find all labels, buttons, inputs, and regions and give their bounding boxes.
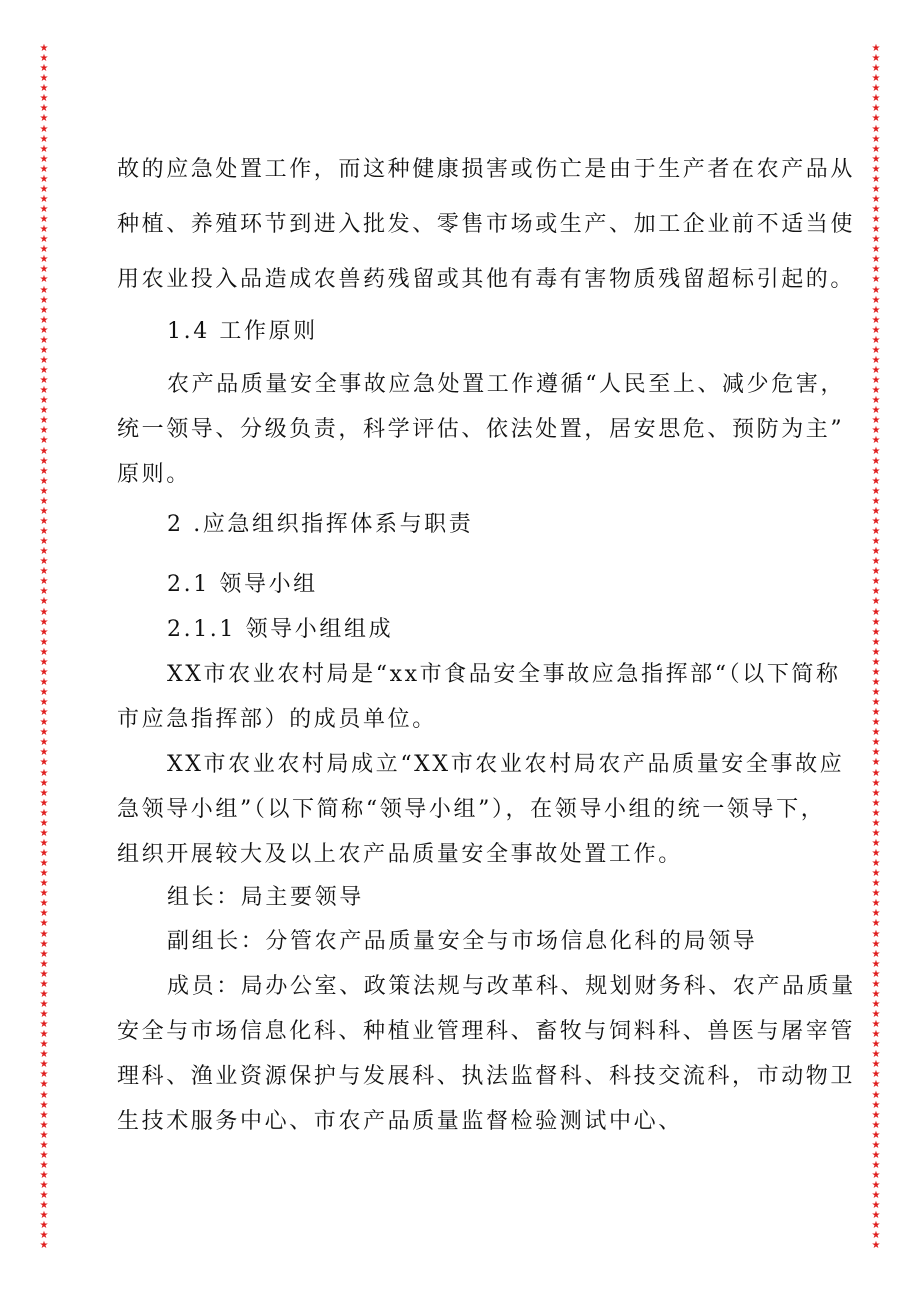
star-icon: ★ (39, 445, 49, 457)
star-icon: ★ (39, 1039, 49, 1051)
star-icon: ★ (871, 415, 881, 427)
star-icon: ★ (39, 183, 49, 195)
star-icon: ★ (871, 737, 881, 749)
paragraph-line: XX市农业农村局成立“XX市农业农村局农产品质量安全事故应 (167, 752, 845, 777)
star-icon: ★ (39, 475, 49, 487)
star-icon: ★ (871, 747, 881, 759)
star-icon: ★ (871, 697, 881, 709)
star-icon: ★ (39, 1210, 49, 1222)
star-icon: ★ (871, 485, 881, 497)
star-icon: ★ (871, 1230, 881, 1242)
star-icon: ★ (39, 93, 49, 105)
star-icon: ★ (871, 455, 881, 467)
star-icon: ★ (39, 375, 49, 387)
star-icon: ★ (39, 1119, 49, 1131)
star-icon: ★ (871, 848, 881, 859)
star-icon: ★ (871, 193, 881, 205)
star-icon: ★ (39, 173, 49, 185)
paragraph-line: 统一领导、分级负责，科学评估、依法处置，居安思危、预防为主” (117, 417, 845, 442)
star-icon: ★ (871, 395, 881, 407)
paragraph-line: XX市农业农村局是“xx市食品安全事故应急指挥部“（以下简称 (167, 662, 841, 687)
star-icon: ★ (871, 173, 881, 185)
star-icon: ★ (871, 1049, 881, 1061)
star-icon: ★ (871, 234, 881, 246)
star-icon: ★ (871, 536, 881, 548)
star-icon: ★ (39, 988, 49, 1000)
star-icon: ★ (871, 777, 881, 789)
paragraph-line: 组织开展较大及以上农产品质量安全事故处置工作。 (117, 842, 683, 867)
star-icon: ★ (871, 596, 881, 608)
star-icon: ★ (871, 93, 881, 105)
star-icon: ★ (39, 747, 49, 759)
paragraph-line: 农产品质量安全事故应急处置工作遵循“人民至上、减少危害， (167, 372, 846, 397)
star-icon: ★ (39, 556, 49, 568)
star-icon: ★ (871, 1149, 881, 1161)
star-icon: ★ (39, 526, 49, 537)
star-icon: ★ (871, 143, 881, 155)
star-icon: ★ (871, 998, 881, 1010)
star-icon: ★ (871, 586, 881, 598)
star-icon: ★ (39, 495, 49, 507)
section-heading-1-4: 1.4 工作原则 (167, 319, 318, 344)
star-icon: ★ (39, 254, 49, 266)
star-icon: ★ (871, 515, 881, 527)
star-icon: ★ (39, 666, 49, 678)
star-icon: ★ (871, 284, 881, 296)
star-icon: ★ (39, 1129, 49, 1141)
star-icon: ★ (871, 616, 881, 628)
star-icon: ★ (39, 717, 49, 729)
star-icon: ★ (871, 717, 881, 729)
star-icon: ★ (871, 83, 881, 95)
star-icon: ★ (39, 1029, 49, 1041)
star-icon: ★ (39, 858, 49, 870)
star-icon: ★ (39, 153, 49, 165)
star-icon: ★ (39, 1159, 49, 1171)
star-icon: ★ (39, 938, 49, 950)
star-icon: ★ (871, 334, 881, 346)
star-icon: ★ (39, 817, 49, 829)
star-icon: ★ (871, 1180, 881, 1192)
star-icon: ★ (39, 1240, 49, 1252)
star-icon: ★ (871, 636, 881, 648)
star-icon: ★ (39, 787, 49, 799)
star-icon: ★ (871, 1129, 881, 1141)
star-icon: ★ (871, 214, 881, 226)
star-icon: ★ (871, 123, 881, 135)
star-icon: ★ (39, 244, 49, 256)
star-icon: ★ (39, 334, 49, 346)
star-icon: ★ (39, 727, 49, 739)
star-icon: ★ (39, 1059, 49, 1071)
star-icon: ★ (871, 495, 881, 507)
star-icon: ★ (39, 264, 49, 276)
star-icon: ★ (39, 1089, 49, 1101)
section-heading-2: 2 .应急组织指挥体系与职责 (167, 512, 474, 537)
star-icon: ★ (39, 304, 49, 316)
star-icon: ★ (39, 656, 49, 668)
star-icon: ★ (39, 435, 49, 447)
star-icon: ★ (39, 405, 49, 417)
star-icon: ★ (871, 264, 881, 276)
star-icon: ★ (39, 626, 49, 638)
star-icon: ★ (39, 586, 49, 598)
star-icon: ★ (871, 908, 881, 920)
star-icon: ★ (871, 566, 881, 578)
star-icon: ★ (871, 687, 881, 698)
star-icon: ★ (871, 727, 881, 739)
star-icon: ★ (39, 63, 49, 75)
star-icon: ★ (871, 274, 881, 286)
star-icon: ★ (871, 63, 881, 75)
star-icon: ★ (871, 1119, 881, 1131)
star-icon: ★ (39, 365, 49, 376)
star-icon: ★ (871, 385, 881, 397)
star-icon: ★ (871, 304, 881, 316)
star-icon: ★ (871, 365, 881, 376)
star-icon: ★ (871, 526, 881, 537)
star-icon: ★ (871, 868, 881, 880)
star-icon: ★ (871, 1039, 881, 1051)
star-icon: ★ (871, 183, 881, 195)
star-icon: ★ (39, 354, 49, 366)
star-icon: ★ (39, 193, 49, 205)
star-icon: ★ (871, 676, 881, 688)
star-icon: ★ (871, 133, 881, 145)
star-icon: ★ (39, 485, 49, 497)
star-icon: ★ (39, 636, 49, 648)
star-icon: ★ (39, 123, 49, 135)
star-icon: ★ (871, 1089, 881, 1101)
star-icon: ★ (871, 1240, 881, 1252)
star-icon: ★ (39, 827, 49, 839)
star-icon: ★ (39, 868, 49, 880)
star-icon: ★ (871, 666, 881, 678)
star-icon: ★ (871, 44, 881, 54)
star-icon: ★ (871, 646, 881, 658)
star-icon: ★ (871, 928, 881, 940)
right-star-border (869, 44, 883, 1253)
star-icon: ★ (39, 546, 49, 558)
star-icon: ★ (39, 536, 49, 548)
star-icon: ★ (39, 1019, 49, 1031)
star-icon: ★ (39, 1220, 49, 1232)
paragraph-line: 成员：局办公室、政策法规与改革科、规划财务科、农产品质量 (167, 974, 856, 999)
star-icon: ★ (871, 1220, 881, 1232)
section-heading-2-1-1: 2.1.1 领导小组组成 (167, 617, 394, 642)
star-icon: ★ (39, 566, 49, 578)
star-icon: ★ (39, 948, 49, 960)
left-star-border (37, 44, 51, 1253)
star-icon: ★ (871, 294, 881, 306)
star-icon: ★ (871, 888, 881, 900)
star-icon: ★ (871, 1019, 881, 1031)
star-icon: ★ (39, 737, 49, 749)
star-icon: ★ (39, 878, 49, 890)
star-icon: ★ (871, 254, 881, 266)
star-icon: ★ (871, 163, 881, 175)
star-icon: ★ (871, 606, 881, 618)
star-icon: ★ (871, 767, 881, 779)
star-icon: ★ (39, 1149, 49, 1161)
star-icon: ★ (39, 274, 49, 286)
star-icon: ★ (39, 133, 49, 145)
star-icon: ★ (39, 163, 49, 175)
paragraph-line: 安全与市场信息化科、种植业管理科、畜牧与饲料科、兽医与屠宰管 (117, 1019, 856, 1044)
star-icon: ★ (39, 1180, 49, 1192)
star-icon: ★ (871, 153, 881, 165)
paragraph-line: 种植、养殖环节到进入批发、零售市场或生产、加工企业前不适当使 (117, 212, 856, 237)
star-icon: ★ (39, 918, 49, 930)
star-icon: ★ (39, 505, 49, 517)
star-icon: ★ (39, 214, 49, 226)
star-icon: ★ (39, 757, 49, 769)
star-icon: ★ (39, 1049, 49, 1061)
star-icon: ★ (871, 425, 881, 437)
star-icon: ★ (39, 1069, 49, 1081)
star-icon: ★ (871, 827, 881, 839)
star-icon: ★ (39, 1099, 49, 1111)
star-icon: ★ (871, 224, 881, 236)
star-icon: ★ (871, 354, 881, 366)
star-icon: ★ (871, 475, 881, 487)
star-icon: ★ (871, 757, 881, 769)
star-icon: ★ (871, 817, 881, 829)
star-icon: ★ (871, 1059, 881, 1071)
paragraph-line: 生技术服务中心、市农产品质量监督检验测试中心、 (117, 1109, 683, 1134)
paragraph-line: 故的应急处置工作，而这种健康损害或伤亡是由于生产者在农产品从 (117, 157, 856, 182)
paragraph-line: 组长：局主要领导 (167, 885, 364, 910)
star-icon: ★ (871, 445, 881, 457)
star-icon: ★ (39, 606, 49, 618)
paragraph-line: 副组长：分管农产品质量安全与市场信息化科的局领导 (167, 929, 758, 954)
star-icon: ★ (39, 707, 49, 719)
star-icon: ★ (871, 1009, 881, 1020)
star-icon: ★ (871, 1069, 881, 1081)
star-icon: ★ (871, 244, 881, 256)
star-icon: ★ (39, 1079, 49, 1091)
star-icon: ★ (39, 1109, 49, 1121)
star-icon: ★ (871, 113, 881, 125)
star-icon: ★ (871, 1079, 881, 1091)
star-icon: ★ (39, 888, 49, 900)
star-icon: ★ (871, 1109, 881, 1121)
star-icon: ★ (39, 455, 49, 467)
star-icon: ★ (39, 1190, 49, 1202)
star-icon: ★ (39, 425, 49, 437)
star-icon: ★ (39, 465, 49, 477)
star-icon: ★ (871, 1029, 881, 1041)
star-icon: ★ (39, 978, 49, 990)
star-icon: ★ (871, 435, 881, 447)
star-icon: ★ (39, 234, 49, 246)
star-icon: ★ (871, 73, 881, 85)
star-icon: ★ (871, 576, 881, 588)
star-icon: ★ (39, 576, 49, 588)
section-heading-2-1: 2.1 领导小组 (167, 572, 318, 597)
star-icon: ★ (39, 294, 49, 306)
star-icon: ★ (871, 103, 881, 115)
star-icon: ★ (871, 797, 881, 809)
star-icon: ★ (39, 224, 49, 236)
star-icon: ★ (871, 314, 881, 326)
star-icon: ★ (39, 284, 49, 296)
star-icon: ★ (871, 918, 881, 930)
star-icon: ★ (39, 958, 49, 970)
paragraph-line: 原则。 (117, 462, 191, 487)
star-icon: ★ (871, 546, 881, 558)
star-icon: ★ (39, 848, 49, 859)
star-icon: ★ (39, 837, 49, 849)
star-icon: ★ (871, 968, 881, 980)
star-icon: ★ (871, 787, 881, 799)
star-icon: ★ (871, 505, 881, 517)
star-icon: ★ (39, 515, 49, 527)
star-icon: ★ (39, 908, 49, 920)
star-icon: ★ (39, 143, 49, 155)
star-icon: ★ (39, 1009, 49, 1020)
star-icon: ★ (871, 1139, 881, 1151)
star-icon: ★ (39, 103, 49, 115)
star-icon: ★ (39, 968, 49, 980)
star-icon: ★ (871, 858, 881, 870)
star-icon: ★ (871, 837, 881, 849)
star-icon: ★ (871, 465, 881, 477)
star-icon: ★ (871, 1159, 881, 1171)
star-icon: ★ (871, 1190, 881, 1202)
star-icon: ★ (39, 687, 49, 698)
star-icon: ★ (39, 767, 49, 779)
star-icon: ★ (39, 1230, 49, 1242)
star-icon: ★ (39, 344, 49, 356)
star-icon: ★ (871, 707, 881, 719)
star-icon: ★ (39, 1139, 49, 1151)
star-icon: ★ (39, 1170, 49, 1181)
star-icon: ★ (871, 1200, 881, 1212)
star-icon: ★ (39, 676, 49, 688)
star-icon: ★ (871, 807, 881, 819)
star-icon: ★ (871, 1099, 881, 1111)
star-icon: ★ (871, 324, 881, 336)
star-icon: ★ (871, 958, 881, 970)
paragraph-line: 市应急指挥部）的成员单位。 (117, 707, 437, 732)
star-icon: ★ (39, 928, 49, 940)
star-icon: ★ (39, 1200, 49, 1212)
paragraph-line: 急领导小组”（以下简称“领导小组”），在领导小组的统一领导下， (117, 797, 826, 822)
star-icon: ★ (871, 53, 881, 65)
star-icon: ★ (39, 73, 49, 85)
star-icon: ★ (39, 83, 49, 95)
star-icon: ★ (871, 1210, 881, 1222)
star-icon: ★ (39, 53, 49, 65)
star-icon: ★ (871, 344, 881, 356)
star-icon: ★ (871, 938, 881, 950)
paragraph-line: 用农业投入品造成农兽药残留或其他有毒有害物质残留超标引起的。 (117, 267, 856, 292)
star-icon: ★ (871, 375, 881, 387)
star-icon: ★ (39, 616, 49, 628)
star-icon: ★ (871, 988, 881, 1000)
star-icon: ★ (39, 113, 49, 125)
star-icon: ★ (871, 405, 881, 417)
star-icon: ★ (39, 314, 49, 326)
star-icon: ★ (39, 415, 49, 427)
star-icon: ★ (39, 385, 49, 397)
star-icon: ★ (871, 978, 881, 990)
star-icon: ★ (871, 898, 881, 910)
star-icon: ★ (39, 898, 49, 910)
star-icon: ★ (39, 44, 49, 54)
star-icon: ★ (871, 878, 881, 890)
star-icon: ★ (39, 697, 49, 709)
star-icon: ★ (871, 626, 881, 638)
star-icon: ★ (39, 204, 49, 215)
star-icon: ★ (39, 777, 49, 789)
star-icon: ★ (39, 797, 49, 809)
star-icon: ★ (871, 656, 881, 668)
paragraph-line: 理科、渔业资源保护与发展科、执法监督科、科技交流科，市动物卫 (117, 1064, 856, 1089)
star-icon: ★ (39, 395, 49, 407)
star-icon: ★ (39, 807, 49, 819)
star-icon: ★ (871, 948, 881, 960)
star-icon: ★ (39, 998, 49, 1010)
star-icon: ★ (871, 1170, 881, 1181)
star-icon: ★ (39, 324, 49, 336)
star-icon: ★ (871, 204, 881, 215)
star-icon: ★ (39, 646, 49, 658)
star-icon: ★ (39, 596, 49, 608)
star-icon: ★ (871, 556, 881, 568)
